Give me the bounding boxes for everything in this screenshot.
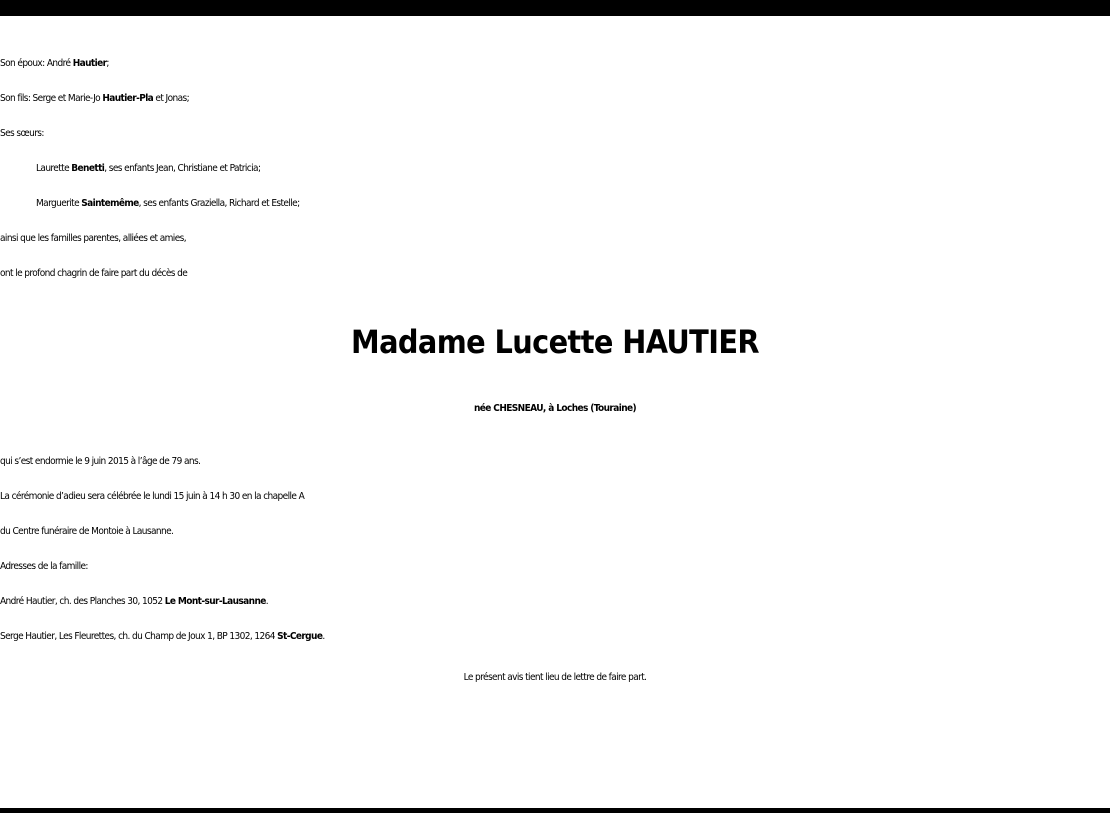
notice-content [0,46,1110,695]
details-block [0,444,1110,695]
birth-line: née CHESNEAU, à Loches (Touraine) [473,403,637,414]
line-announcement: ont le profond chagrin de faire part du décès de [0,268,188,279]
deceased-name: Madame Lucette HAUTIER [351,323,759,361]
line-son: Son fils: Serge et Marie-Jo Hautier-Pla et Jonas; [0,93,190,104]
line-passed: qui s’est endormie le 9 juin 2015 à l’âge de 79 ans. [0,456,201,467]
line-addresses-heading: Adresses de la famille: [0,561,88,572]
line-spouse: Son époux: André Hautier; [0,58,109,69]
line-sisters: Ses sœurs: [0,128,44,139]
line-sister-marguerite: Marguerite Saintemême, ses enfants Graziella, Richard et Estelle; [36,198,300,209]
bottom-rule [0,808,1110,813]
line-ceremony: La cérémonie d’adieu sera célébrée le lundi 15 juin à 14 h 30 en la chapelle A [0,491,305,502]
line-venue: du Centre funéraire de Montoie à Lausanne. [0,526,174,537]
line-address-andre: André Hautier, ch. des Planches 30, 1052 Le Mont-sur-Lausanne. [0,596,269,607]
line-address-serge: Serge Hautier, Les Fleurettes, ch. du Champ de Joux 1, BP 1302, 1264 St-Cergue. [0,631,325,642]
line-sister-laurette: Laurette Benetti, ses enfants Jean, Christiane et Patricia; [36,163,261,174]
top-rule [0,0,1110,16]
closing-line: Le présent avis tient lieu de lettre de faire part. [463,672,647,683]
line-families: ainsi que les familles parentes, alliées et amies, [0,233,186,244]
